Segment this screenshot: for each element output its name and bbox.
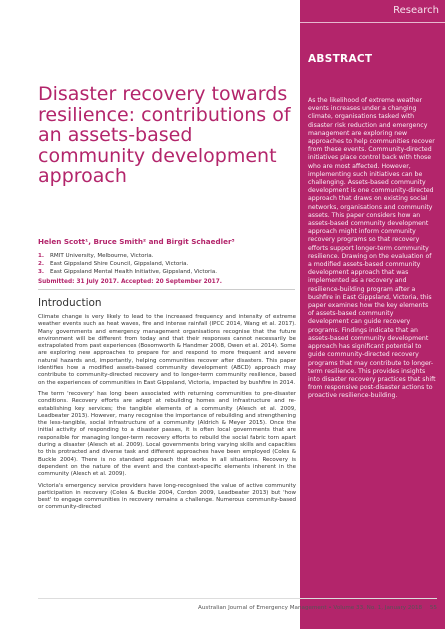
submission-dates: Submitted: 31 July 2017. Accepted: 20 September 2017. (38, 279, 222, 285)
introduction-heading: Introduction (38, 297, 102, 309)
body-paragraph: Victoria's emergency service providers have long-recognised the value of active community participation in recovery (Coles & Buckle 2004, Cordon 2009, Leadbeater 2013) but 'how best' to engage communities in recovery remains a challenge. Numerous community-based or community-directed (38, 482, 296, 511)
abstract-heading: ABSTRACT (308, 53, 373, 65)
affiliation-item (38, 252, 296, 260)
sidebar-divider (300, 22, 445, 23)
affiliation-item (38, 260, 296, 268)
section-divider (38, 289, 295, 290)
section-label: Research (393, 5, 439, 16)
article-title: Disaster recovery towards resilience: contributions of an assets-based community development approach (38, 83, 291, 188)
affiliation-number: 2. (38, 261, 45, 267)
page-number: 55 (429, 605, 437, 611)
body-paragraph: The term 'recovery' has long been associated with returning communities to pre-disaster conditions. Recovery efforts are adept at rebuilding homes and infrastructure and re-establishing key services; the tangible elements of a community (Alesch et al. 2009, Leadbeater 2013). However, many recognise the importance of rebuilding and strengthening the less-tangible, social infrastructure of a community (Aldrich & Meyer 2015). Once the initial activity of responding to a disaster passes, it is often local governments that are responsible for managing longer-term recovery efforts to rebuild the social fabric torn apart during a disaster (Alesch et al. 2009). Local governments bring varying skills and capacities to this protracted and diverse task and different approaches have been employed (Coles & Buckle 2004). There is no standard approach that works in all situations. Recovery is dependent on the nature of the event and the context-specific elements inherent in the community (Alesch et al. 2009). (38, 390, 296, 478)
abstract-text: As the likelihood of extreme weather events increases under a changing climate, organisations tasked with disaster risk reduction and emergency management are exploring new approaches to help communities recover from these events. Community-directed initiatives place control back with those who are most affected. However, implementing such initiatives can be challenging. Assets-based community development is one community-directed approach that draws on existing social networks, organisations and community assets. This paper considers how an assets-based community development approach might inform community recovery programs so that recovery efforts support longer-term community resilience. Drawing on the evaluation of a modified assets-based community development approach that was implemented as a recovery and resilience-building program after a bushfire in East Gippsland, Victoria, this paper examines how the key elements of assets-based community development can guide recovery programs. Findings indicate that an assets-based community development approach has significant potential to guide community-directed recovery programs that may contribute to longer-term resilience. This provides insights into disaster recovery practices that shift from responsive post-disaster actions to proactive resilience-building. (308, 97, 436, 400)
journal-citation: Australian Journal of Emergency Management • Volume 33, No. 1, January 2018 (198, 605, 423, 611)
introduction-body (38, 314, 296, 516)
body-paragraph: Climate change is very likely to lead to the increased frequency and intensity of extreme weather events such as heat waves, fire and intense rainfall (IPCC 2014, Wang et al. 2017). Many governments and emergency management organisations recognise that the future environment will be different from today and that their responses cannot necessarily be extrapolated from past experiences (Bosomworth & Handmer 2008, Owen et al. 2014). Some are exploring new approaches to prepare for and respond to more frequent and severe natural hazards and, importantly, helping communities recover after disasters. This paper identifies how a modified assets-based community development (ABCD) approach may contribute to community-directed recovery and to longer-term community resilience, based on the experiences of communities in East Gippsland, Victoria, impacted by bushfire in 2014. (38, 314, 296, 386)
affiliation-text: East Gippsland Mental Health Initiative, Gippsland, Victoria. (50, 269, 218, 275)
affiliation-number: 1. (38, 253, 45, 259)
affiliation-text: East Gippsland Shire Council, Gippsland, Victoria. (50, 261, 189, 267)
abstract-sidebar (300, 0, 445, 629)
author-list: Helen Scott¹, Bruce Smith² and Birgit Schaedler³ (38, 237, 235, 246)
affiliation-text: RMIT University, Melbourne, Victoria. (50, 253, 154, 259)
page-footer (198, 605, 437, 611)
affiliation-list (38, 252, 296, 276)
affiliation-item (38, 268, 296, 276)
affiliation-number: 3. (38, 269, 45, 275)
footer-divider (38, 598, 437, 599)
